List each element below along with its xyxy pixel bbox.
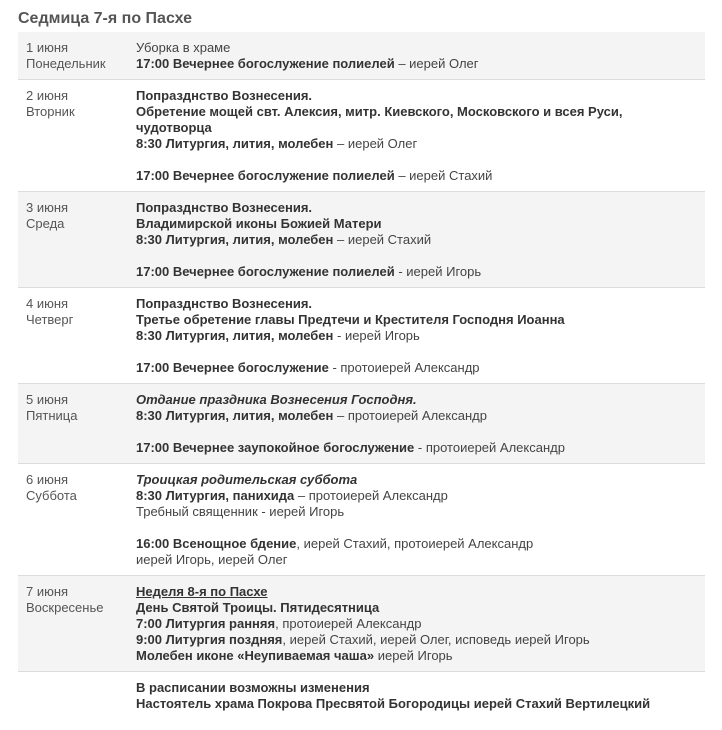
weekday: Среда <box>26 216 65 231</box>
service-line: 8:30 Литургия, лития, молебен – иерей Олег <box>136 136 418 151</box>
rector-signature: Настоятель храма Покрова Пресвятой Богородицы иерей Стахий Вертилецкий <box>136 696 651 711</box>
services-cell <box>128 288 705 384</box>
service-line: 17:00 Вечернее богослужение полиелей – иерей Олег <box>136 56 479 71</box>
feast-line: Попразднство Вознесения. <box>136 88 313 103</box>
feast-line: Попразднство Вознесения. <box>136 200 313 215</box>
footer-cell <box>128 672 705 720</box>
services-cell <box>128 80 705 192</box>
service-line: 17:00 Вечернее богослужение полиелей - иерей Игорь <box>136 264 482 279</box>
feast-line: День Святой Троицы. Пятидесятница <box>136 600 380 615</box>
service-line: 7:00 Литургия ранняя, протоиерей Александр <box>136 616 422 631</box>
sunday-line: Неделя 8-я по Пасхе <box>136 584 268 599</box>
feast-line: Третье обретение главы Предтечи и Крестителя Господня Иоанна <box>136 312 565 327</box>
feast-line: Троицкая родительская суббота <box>136 472 358 487</box>
service-line: 8:30 Литургия, лития, молебен – протоиерей Александр <box>136 408 487 423</box>
schedule-row <box>18 464 705 576</box>
service-line: Требный священник - иерей Игорь <box>136 504 345 519</box>
weekday: Понедельник <box>26 56 106 71</box>
footer-row <box>18 672 705 720</box>
date: 3 июня <box>26 200 69 215</box>
service-line: 17:00 Вечернее богослужение полиелей – иерей Стахий <box>136 168 493 183</box>
date-cell <box>18 80 128 192</box>
schedule-row <box>18 288 705 384</box>
date-cell <box>18 32 128 80</box>
date-cell <box>18 384 128 464</box>
feast-line: Обретение мощей свт. Алексия, митр. Киевского, Московского и всея Руси, чудотворца <box>136 104 623 135</box>
services-cell <box>128 384 705 464</box>
feast-line: Владимирской иконы Божией Матери <box>136 216 382 231</box>
schedule-row <box>18 384 705 464</box>
service-line: 8:30 Литургия, панихида – протоиерей Александр <box>136 488 448 503</box>
date: 6 июня <box>26 472 69 487</box>
schedule-row <box>18 32 705 80</box>
weekday: Воскресенье <box>26 600 104 615</box>
service-line: 17:00 Вечернее богослужение - протоиерей Александр <box>136 360 480 375</box>
feast-line: Попразднство Вознесения. <box>136 296 313 311</box>
services-cell <box>128 576 705 672</box>
services-cell <box>128 32 705 80</box>
weekday: Пятница <box>26 408 78 423</box>
schedule-row <box>18 80 705 192</box>
date-cell <box>18 576 128 672</box>
service-line: 17:00 Вечернее заупокойное богослужение - протоиерей Александр <box>136 440 565 455</box>
service-line: 8:30 Литургия, лития, молебен - иерей Игорь <box>136 328 420 343</box>
services-cell <box>128 464 705 576</box>
date: 5 июня <box>26 392 69 407</box>
date-cell <box>18 192 128 288</box>
service-line: 9:00 Литургия поздняя, иерей Стахий, иерей Олег, исповедь иерей Игорь <box>136 632 590 647</box>
weekday: Суббота <box>26 488 77 503</box>
schedule-table <box>18 32 705 719</box>
service-line: Уборка в храме <box>136 40 231 55</box>
schedule-row <box>18 576 705 672</box>
date: 2 июня <box>26 88 69 103</box>
feast-line: Отдание праздника Вознесения Господня. <box>136 392 417 407</box>
date: 4 июня <box>26 296 69 311</box>
weekday: Вторник <box>26 104 75 119</box>
schedule-row <box>18 192 705 288</box>
date: 1 июня <box>26 40 69 55</box>
service-line: 16:00 Всенощное бдение, иерей Стахий, протоиерей Александр <box>136 536 534 551</box>
date: 7 июня <box>26 584 69 599</box>
weekday: Четверг <box>26 312 74 327</box>
date-cell <box>18 288 128 384</box>
page-title: Седмица 7-я по Пасхе <box>18 10 193 27</box>
services-cell <box>128 192 705 288</box>
service-line: иерей Игорь, иерей Олег <box>136 552 288 567</box>
service-line: 8:30 Литургия, лития, молебен – иерей Стахий <box>136 232 432 247</box>
date-cell <box>18 464 128 576</box>
service-line: Молебен иконе «Неупиваемая чаша» иерей Игорь <box>136 648 453 663</box>
changes-notice: В расписании возможны изменения <box>136 680 370 695</box>
